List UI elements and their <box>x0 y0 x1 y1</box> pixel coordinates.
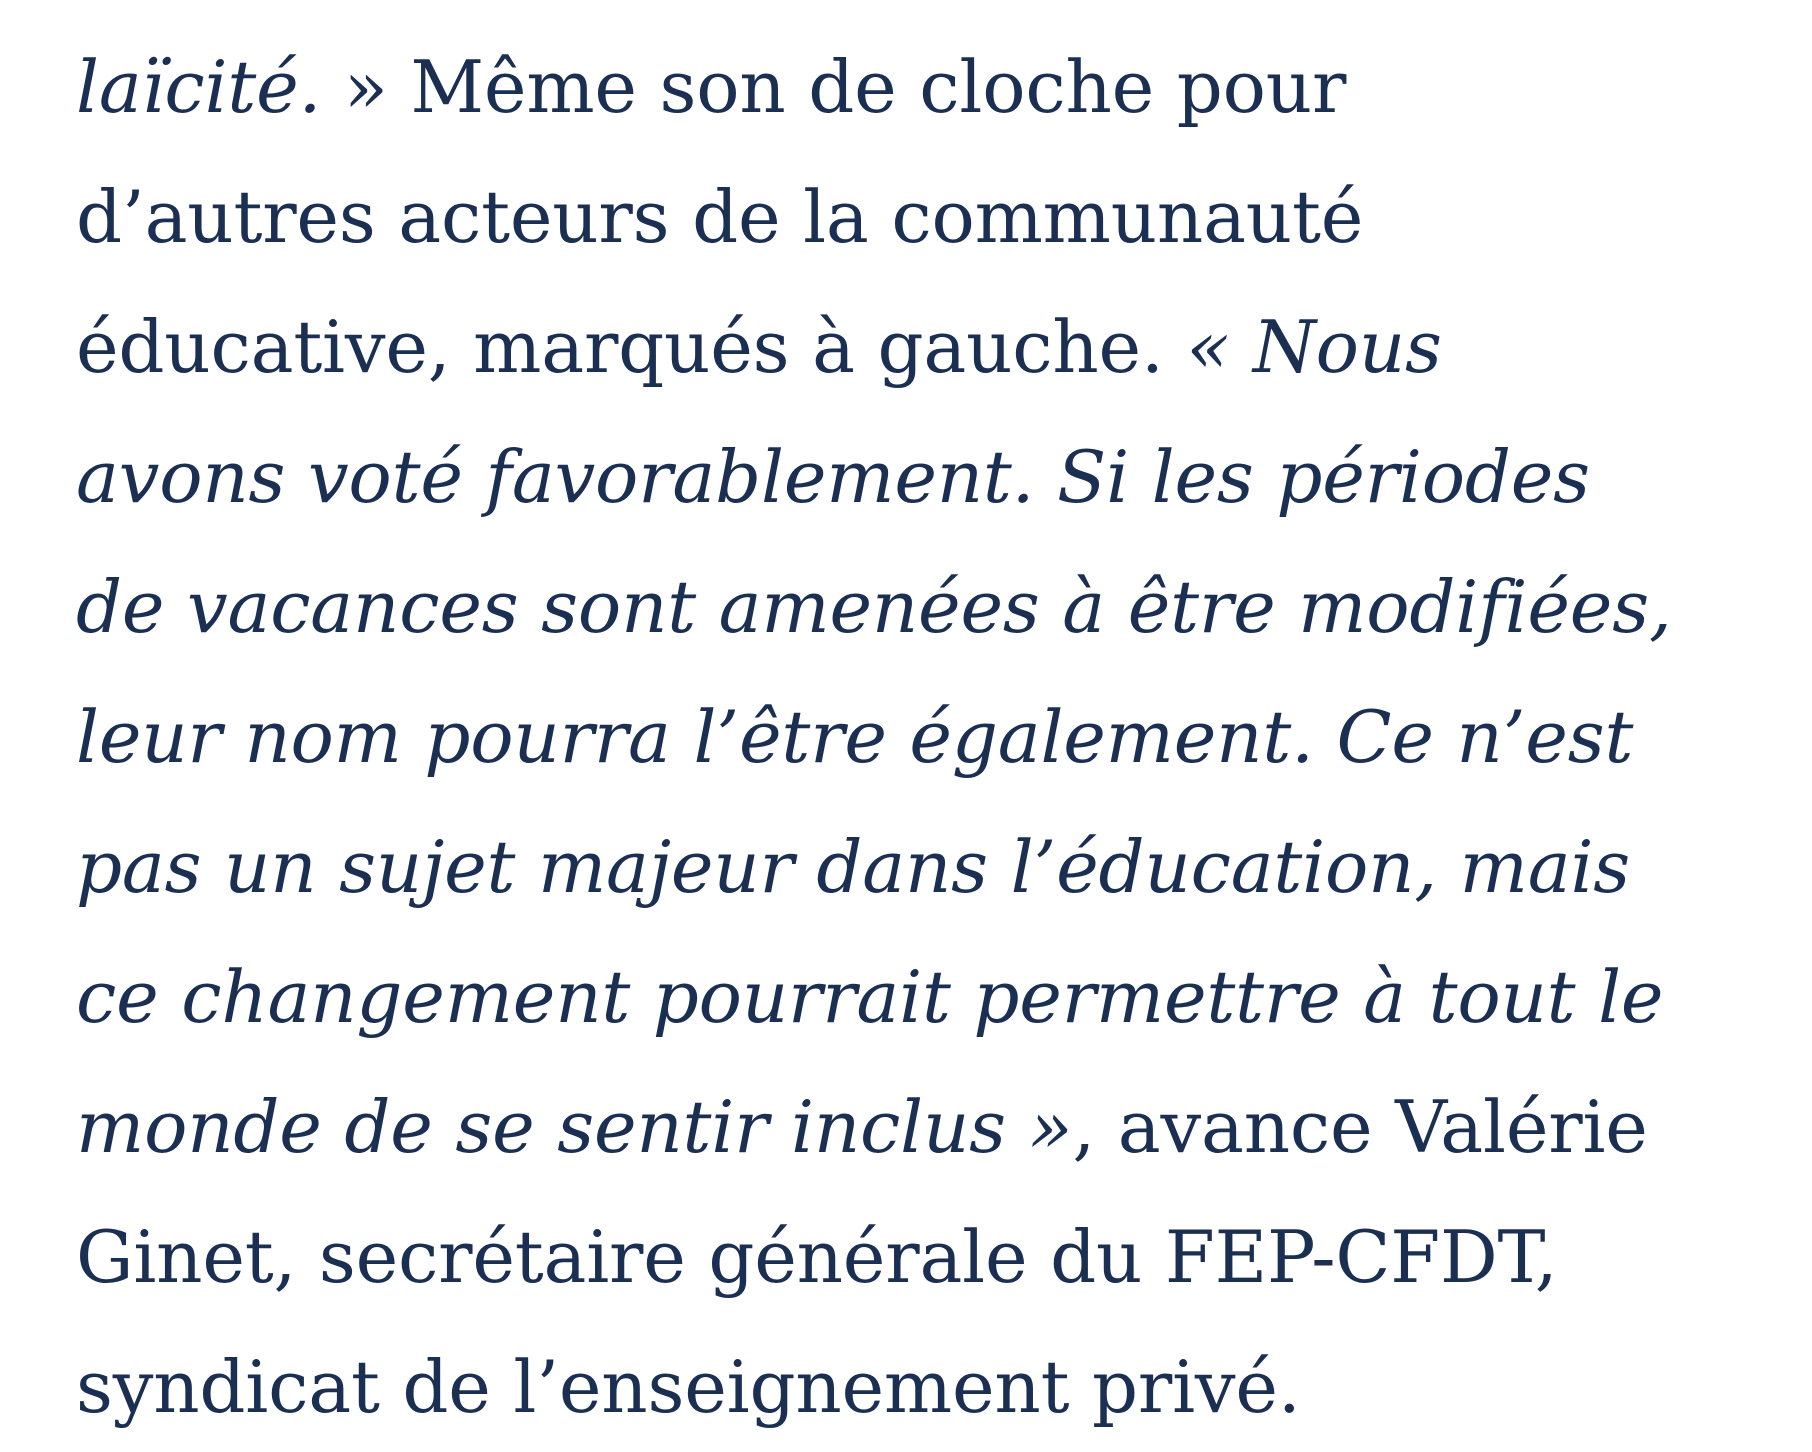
text-line <box>76 932 1796 1062</box>
text-segment: d’autres acteurs de la communauté <box>76 175 1364 259</box>
text-line <box>76 1062 1796 1192</box>
text-segment: laïcité. <box>76 45 344 129</box>
text-segment: pas un sujet majeur dans l’éducation, mais <box>76 825 1631 909</box>
text-line <box>76 412 1796 542</box>
text-line <box>76 1322 1796 1452</box>
text-line <box>76 22 1796 152</box>
text-segment: Ginet, secrétaire générale du FEP-CFDT, <box>76 1215 1558 1299</box>
text-line <box>76 802 1796 932</box>
text-line <box>76 152 1796 282</box>
text-line <box>76 672 1796 802</box>
text-segment: monde de se sentir inclus » <box>76 1085 1073 1169</box>
article-paragraph <box>76 22 1796 1452</box>
text-line <box>76 282 1796 412</box>
text-segment: éducative, marqués à gauche. <box>76 305 1187 389</box>
text-segment: syndicat de l’enseignement privé. <box>76 1345 1301 1429</box>
text-segment: « Nous <box>1186 305 1442 389</box>
text-segment: avons voté favorablement. Si les périodes <box>76 435 1590 519</box>
text-segment: de vacances sont amenées à être modifiées, <box>76 565 1672 649</box>
text-segment: leur nom pourra l’être également. Ce n’est <box>76 695 1634 779</box>
text-segment: ce changement pourrait permettre à tout le <box>76 955 1664 1039</box>
text-segment: » Même son de cloche pour <box>343 45 1347 129</box>
text-line <box>76 1192 1796 1322</box>
text-segment: , avance Valérie <box>1072 1085 1648 1169</box>
text-line <box>76 542 1796 672</box>
